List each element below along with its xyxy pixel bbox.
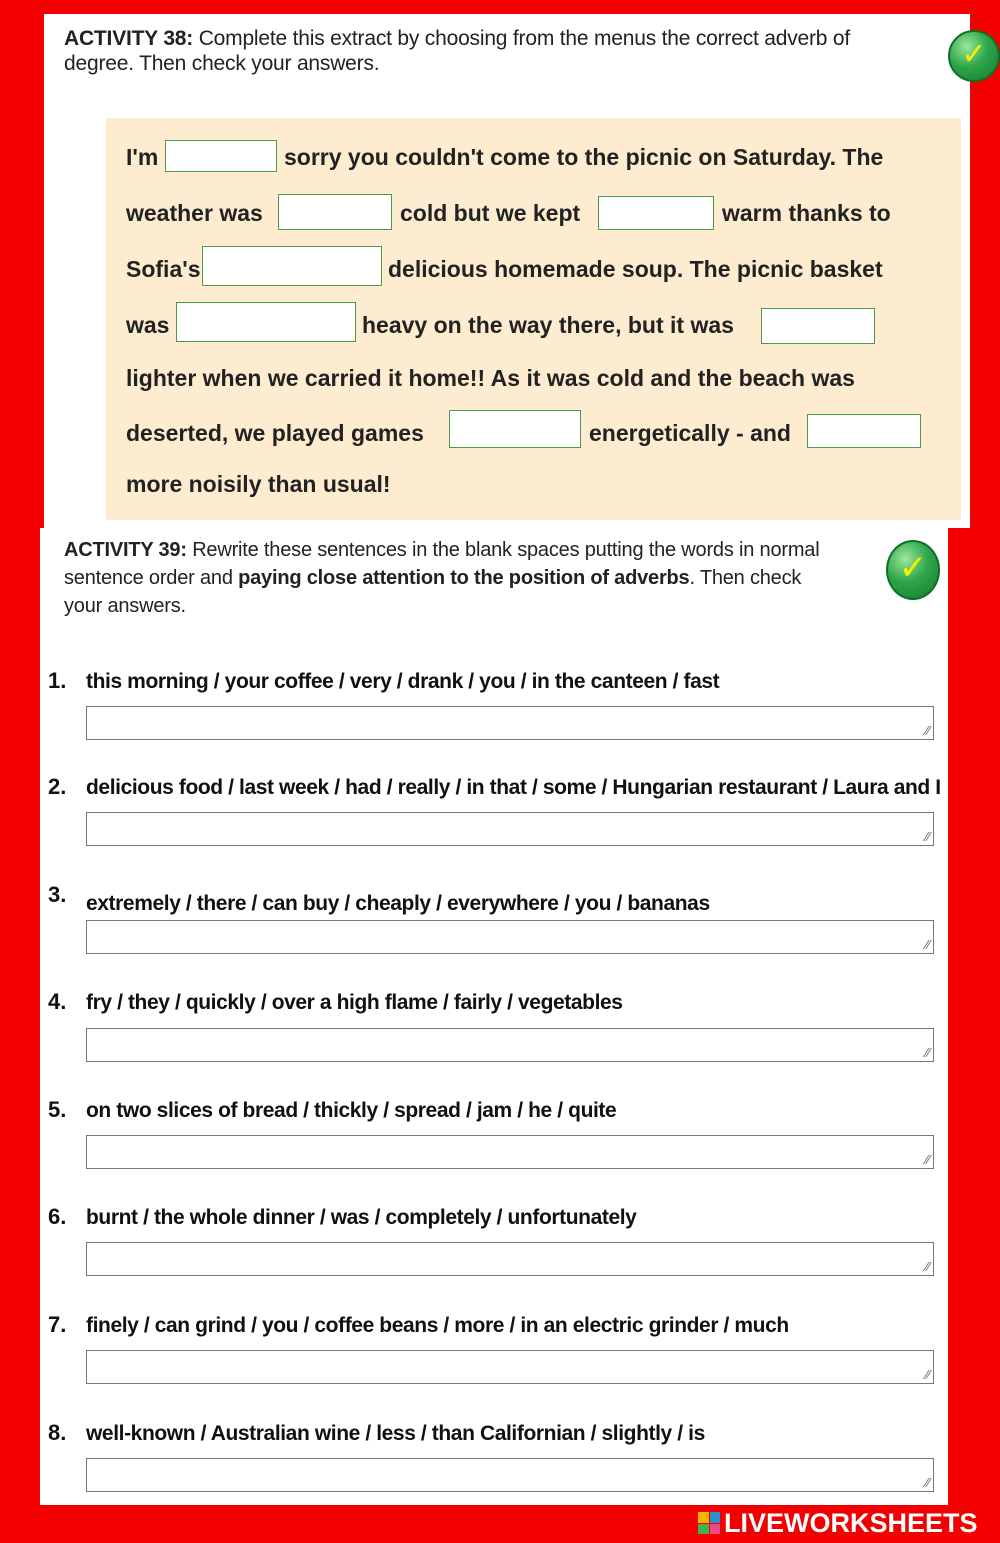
answer-field[interactable] [86,920,934,954]
extract-text: was [126,312,170,338]
activity-39-instruction-b: sentence order and [64,567,233,589]
extract-text: heavy on the way there, but it was [362,312,734,338]
brand-name: LIVEWORKSHEETS [724,1507,978,1538]
check-answers-38-button[interactable] [948,30,1000,82]
extract-text: warm thanks to [722,200,891,226]
resize-grip-icon[interactable]: ⁄⁄ [925,1475,930,1490]
extract-text: cold but we kept [400,200,581,226]
resize-grip-icon[interactable]: ⁄⁄ [925,1152,930,1167]
activity-39-instruction-d: your answers. [64,595,186,617]
checkmark-icon: ✓ [961,36,987,72]
gap-7-select[interactable] [449,410,581,448]
resize-grip-icon[interactable]: ⁄⁄ [925,829,930,844]
extract-line-1 [126,144,158,171]
extract-line-3 [126,256,201,283]
gap-2-select[interactable] [278,194,392,230]
resize-grip-icon[interactable]: ⁄⁄ [925,937,930,952]
extract-line-5 [126,365,855,392]
activity-38-instruction-1: Complete this extract by choosing from the menus the correct adverb of [198,27,851,50]
extract-line-1b [284,144,883,171]
answer-field[interactable] [86,1135,934,1169]
answer-field[interactable] [86,1458,934,1492]
extract-line-2b [400,200,580,227]
extract-line-4b [362,312,734,339]
question-number: 4. [48,989,67,1014]
liveworksheets-logo-icon [698,1512,720,1534]
answer-field[interactable] [86,812,934,846]
question-text: this morning / your coffee / very / drank / you / in the canteen / fast [86,670,720,693]
activity-38-label: ACTIVITY 38: [64,27,194,50]
question-text: extremely / there / can buy / cheaply / everywhere / you / bananas [86,892,710,915]
checkmark-icon: ✓ [898,548,928,588]
question-number: 7. [48,1312,67,1337]
extract-text: sorry you couldn't come to the picnic on Saturday. The [284,144,884,170]
question-number: 6. [48,1204,67,1229]
gap-6-select[interactable] [761,308,875,344]
question-text: burnt / the whole dinner / was / completely / unfortunately [86,1206,637,1229]
extract-line-6 [126,420,424,447]
activity-39-label: ACTIVITY 39: [64,539,187,561]
question-text: delicious food / last week / had / really / in that / some / Hungarian restaurant / Laura and I [86,776,941,799]
answer-field[interactable] [86,1242,934,1276]
answer-field[interactable] [86,706,934,740]
activity-39-instruction-bold: paying close attention to the position of adverbs [238,567,690,589]
gap-1-select[interactable] [165,140,277,172]
extract-box [106,118,961,520]
gap-5-select[interactable] [176,302,356,342]
liveworksheets-logo [698,1508,978,1538]
question-text: well-known / Australian wine / less / than Californian / slightly / is [86,1422,705,1445]
answer-field[interactable] [86,1028,934,1062]
activity-39-instruction-c: . Then check [689,567,802,589]
extract-line-4 [126,312,169,339]
gap-4-select[interactable] [202,246,382,286]
extract-line-2c [722,200,891,227]
activity-38-instructions [64,26,934,76]
question-number: 8. [48,1420,67,1445]
extract-text: delicious homemade soup. The picnic basket [388,256,883,282]
extract-line-6b [589,420,791,447]
question-number: 3. [48,882,67,907]
extract-text: Sofia's [126,256,201,282]
logo-tile [710,1512,721,1523]
resize-grip-icon[interactable]: ⁄⁄ [925,1259,930,1274]
resize-grip-icon[interactable]: ⁄⁄ [925,1367,930,1382]
extract-text: I'm [126,144,159,170]
question-number: 1. [48,668,67,693]
question-text: fry / they / quickly / over a high flame / fairly / vegetables [86,991,623,1014]
activity-39-instructions [64,536,864,620]
extract-text: more noisily than usual! [126,471,391,497]
logo-tile [710,1524,721,1535]
gap-8-select[interactable] [807,414,921,448]
question-number: 5. [48,1097,67,1122]
answer-field[interactable] [86,1350,934,1384]
extract-line-7 [126,471,391,498]
question-number: 2. [48,774,67,799]
extract-text: deserted, we played games [126,420,424,446]
logo-tile [698,1524,709,1535]
activity-39-instruction-a: Rewrite these sentences in the blank spaces putting the words in normal [192,539,820,561]
question-text: on two slices of bread / thickly / spread / jam / he / quite [86,1099,617,1122]
check-answers-39-button[interactable] [886,540,940,600]
extract-text: energetically - and [589,420,791,446]
activity-38-instruction-2: degree. Then check your answers. [64,52,380,75]
resize-grip-icon[interactable]: ⁄⁄ [925,723,930,738]
extract-text: lighter when we carried it home!! As it was cold and the beach was [126,365,855,391]
extract-text: weather was [126,200,263,226]
extract-line-3b [388,256,883,283]
logo-tile [698,1512,709,1523]
gap-3-select[interactable] [598,196,714,230]
question-text: finely / can grind / you / coffee beans / more / in an electric grinder / much [86,1314,789,1337]
extract-line-2 [126,200,263,227]
resize-grip-icon[interactable]: ⁄⁄ [925,1045,930,1060]
